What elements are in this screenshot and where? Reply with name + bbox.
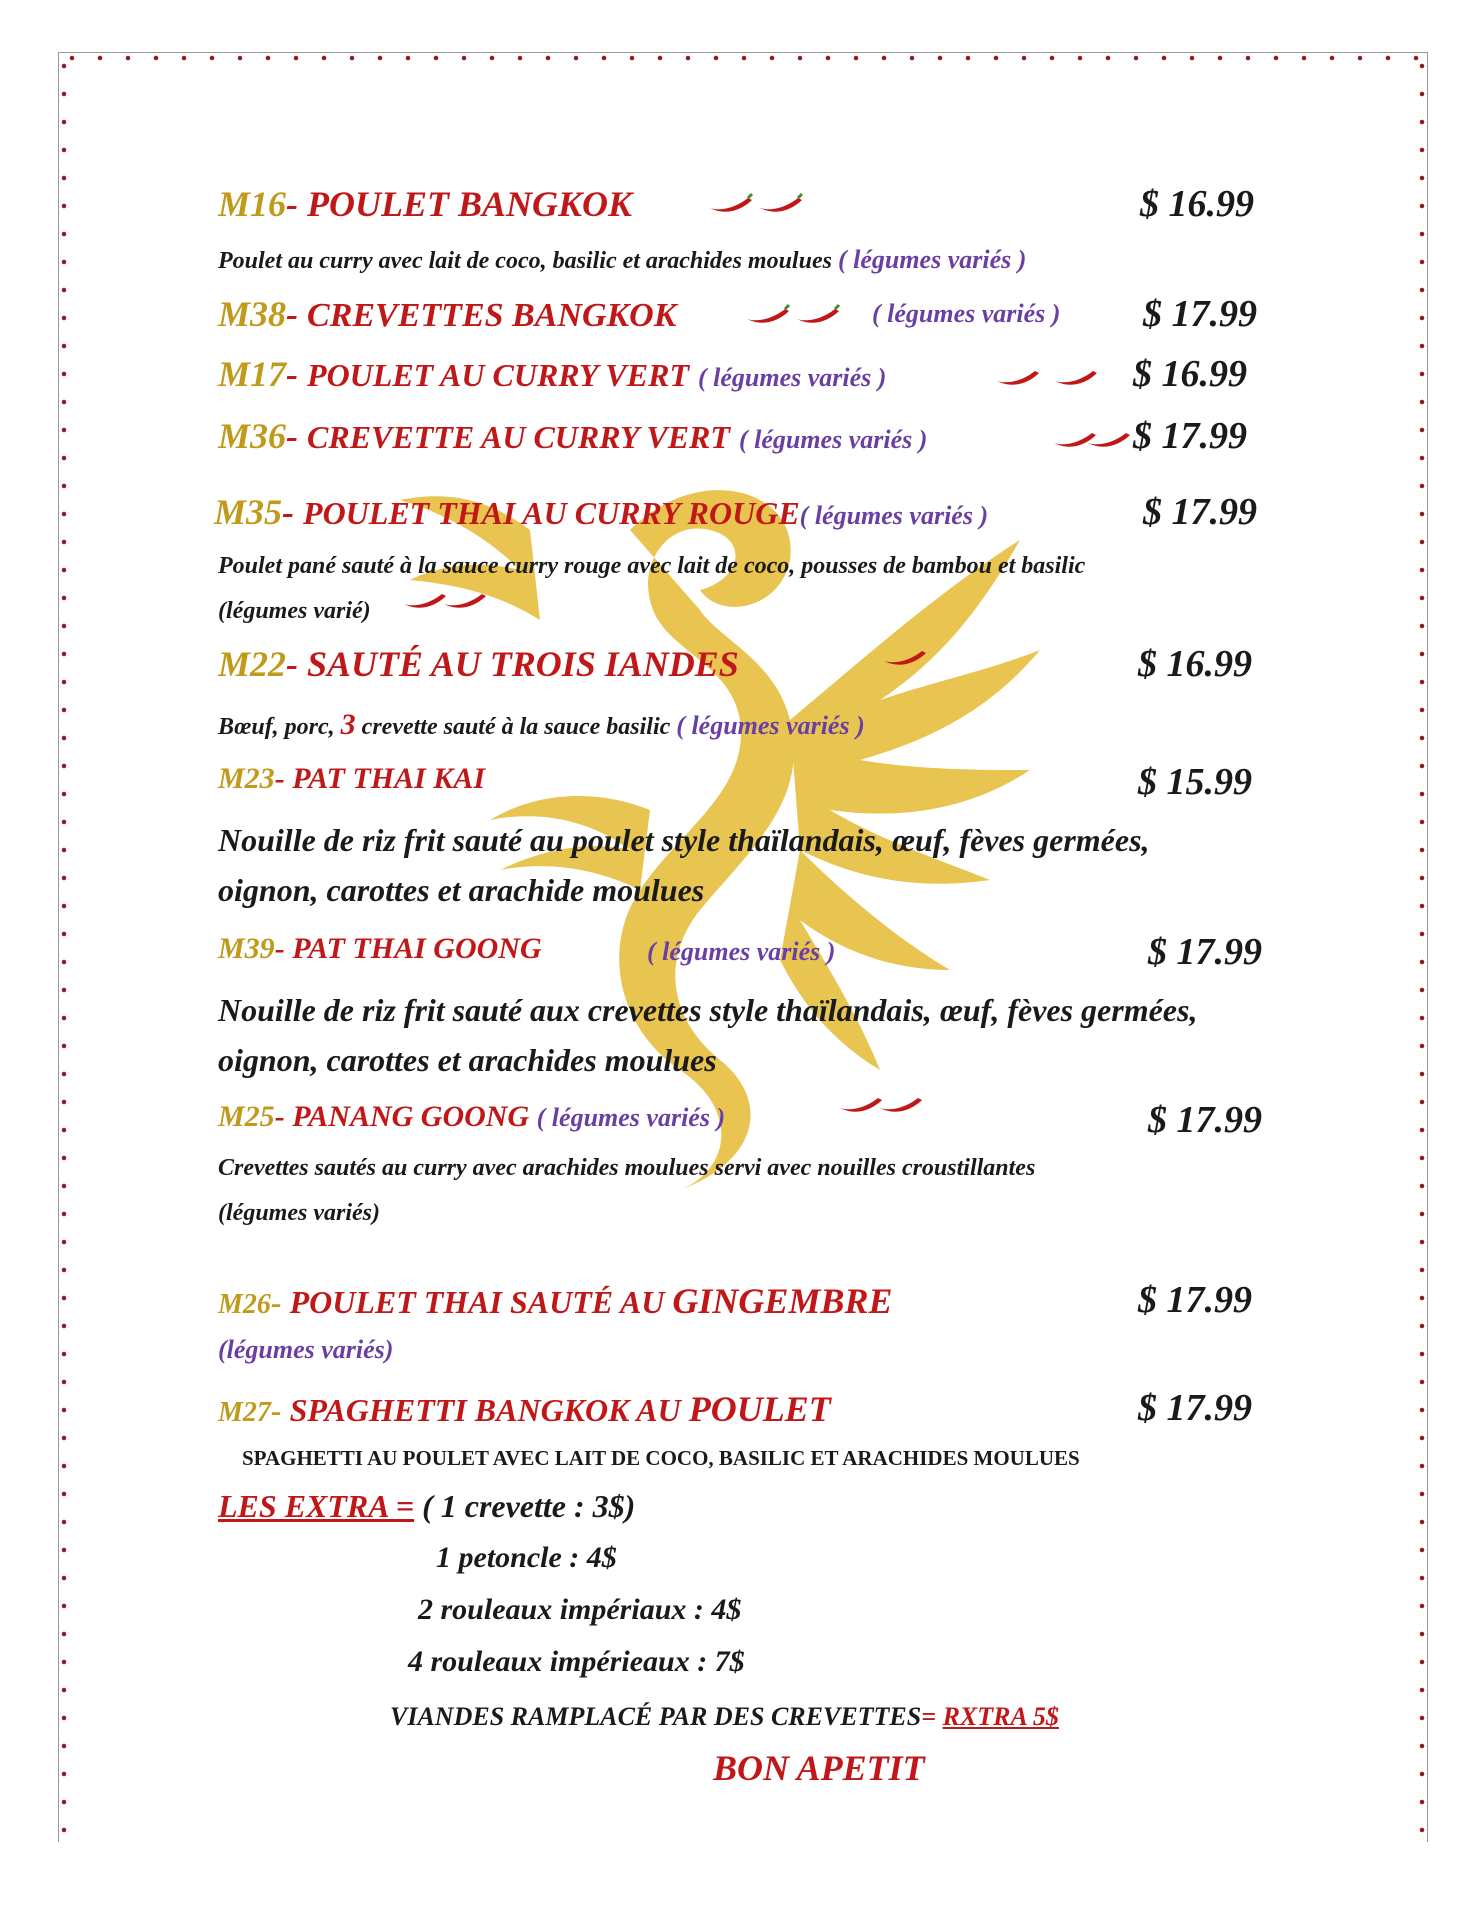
substitution-note: VIANDES RAMPLACÉ PAR DES CREVETTES= RXTRA 5$ [390,1702,1059,1731]
item-price: $ 17.99 [1143,293,1257,335]
menu-item-m35: M35- POULET THAI AU CURRY ROUGE( légumes variés ) [214,492,989,532]
extras-header [218,1488,635,1525]
item-description: SPAGHETTI AU POULET AVEC LAIT DE COCO, BASILIC ET ARACHIDES MOULUES [242,1446,1080,1470]
chili-icon [708,192,808,221]
menu-item-m38: M38- CREVETTES BANGKOK [218,294,677,334]
item-description: Nouille de riz frit sauté au poulet style thaïlandais, œuf, fèves germées, [218,822,1150,858]
border-right [1417,52,1428,1842]
chili-icon [838,1092,928,1121]
chili-icon [402,588,492,617]
item-code: M16 [218,184,287,224]
item-price: $ 17.99 [1133,415,1247,457]
item-veg-note: (légumes variés) [218,1335,394,1364]
chili-icon [882,645,932,674]
menu-item-m27: M27- SPAGHETTI BANGKOK AU POULET [218,1389,831,1429]
menu-item-m39: M39- PAT THAI GOONG [218,932,542,965]
chili-icon [995,365,1105,394]
menu-item-m25: M25- PANANG GOONG ( légumes variés ) [218,1100,726,1133]
extras-line-1: ( 1 crevette : 3$) [422,1488,636,1524]
item-price: $ 16.99 [1133,353,1247,395]
item-price: $ 16.99 [1138,643,1252,685]
item-price: $ 16.99 [1140,183,1254,225]
chili-icon [1052,427,1132,456]
item-veg-note: ( légumes variés ) [647,937,836,966]
footer-bon-apetit: BON APETIT [713,1748,925,1788]
item-price: $ 17.99 [1143,491,1257,533]
item-price: $ 17.99 [1148,1099,1262,1141]
item-price: $ 15.99 [1138,761,1252,803]
menu-item-m16: M16- POULET BANGKOK [218,184,633,224]
menu-item-m36: M36- CREVETTE AU CURRY VERT ( légumes variés ) [218,416,928,456]
item-description: Nouille de riz frit sauté aux crevettes style thaïlandais, œuf, fèves germées, [218,992,1198,1028]
item-description-2: oignon, carottes et arachides moulues [218,1042,717,1078]
item-price: $ 17.99 [1148,931,1262,973]
item-description-veg: (légumes varié) [218,598,371,624]
extras-line-3: 2 rouleaux impériaux : 4$ [418,1593,742,1626]
extras-line-4: 4 rouleaux impérieaux : 7$ [408,1645,745,1678]
item-description-veg: (légumes variés) [218,1200,380,1226]
chili-icon [745,303,845,332]
extras-line-2: 1 petoncle : 4$ [436,1541,617,1574]
item-description: Crevettes sautés au curry avec arachides moulues servi avec nouilles croustillantes [218,1155,1036,1181]
item-price: $ 17.99 [1138,1279,1252,1321]
menu-item-m22: M22- SAUTÉ AU TROIS IANDES [218,644,739,684]
menu-item-m17: M17- POULET AU CURRY VERT ( légumes variés ) [218,354,887,394]
item-description-2: oignon, carottes et arachide moulues [218,872,705,908]
item-price: $ 17.99 [1138,1387,1252,1429]
item-description: Poulet pané sauté à la sauce curry rouge avec lait de coco, pousses de bambou et basilic [218,553,1086,579]
menu-item-m26: M26- POULET THAI SAUTÉ AU GINGEMBRE [218,1281,893,1321]
item-name: POULET BANGKOK [307,184,633,224]
item-description: Bœuf, porc, 3 crevette sauté à la sauce basilic ( légumes variés ) [218,708,865,741]
menu-item-m23: M23- PAT THAI KAI [218,762,486,795]
item-veg-note: ( légumes variés ) [872,299,1061,328]
border-left [58,52,69,1842]
extras-label: LES EXTRA = [218,1488,415,1524]
border-top [58,52,1428,63]
item-description: Poulet au curry avec lait de coco, basilic et arachides moulues ( légumes variés ) [218,245,1027,274]
